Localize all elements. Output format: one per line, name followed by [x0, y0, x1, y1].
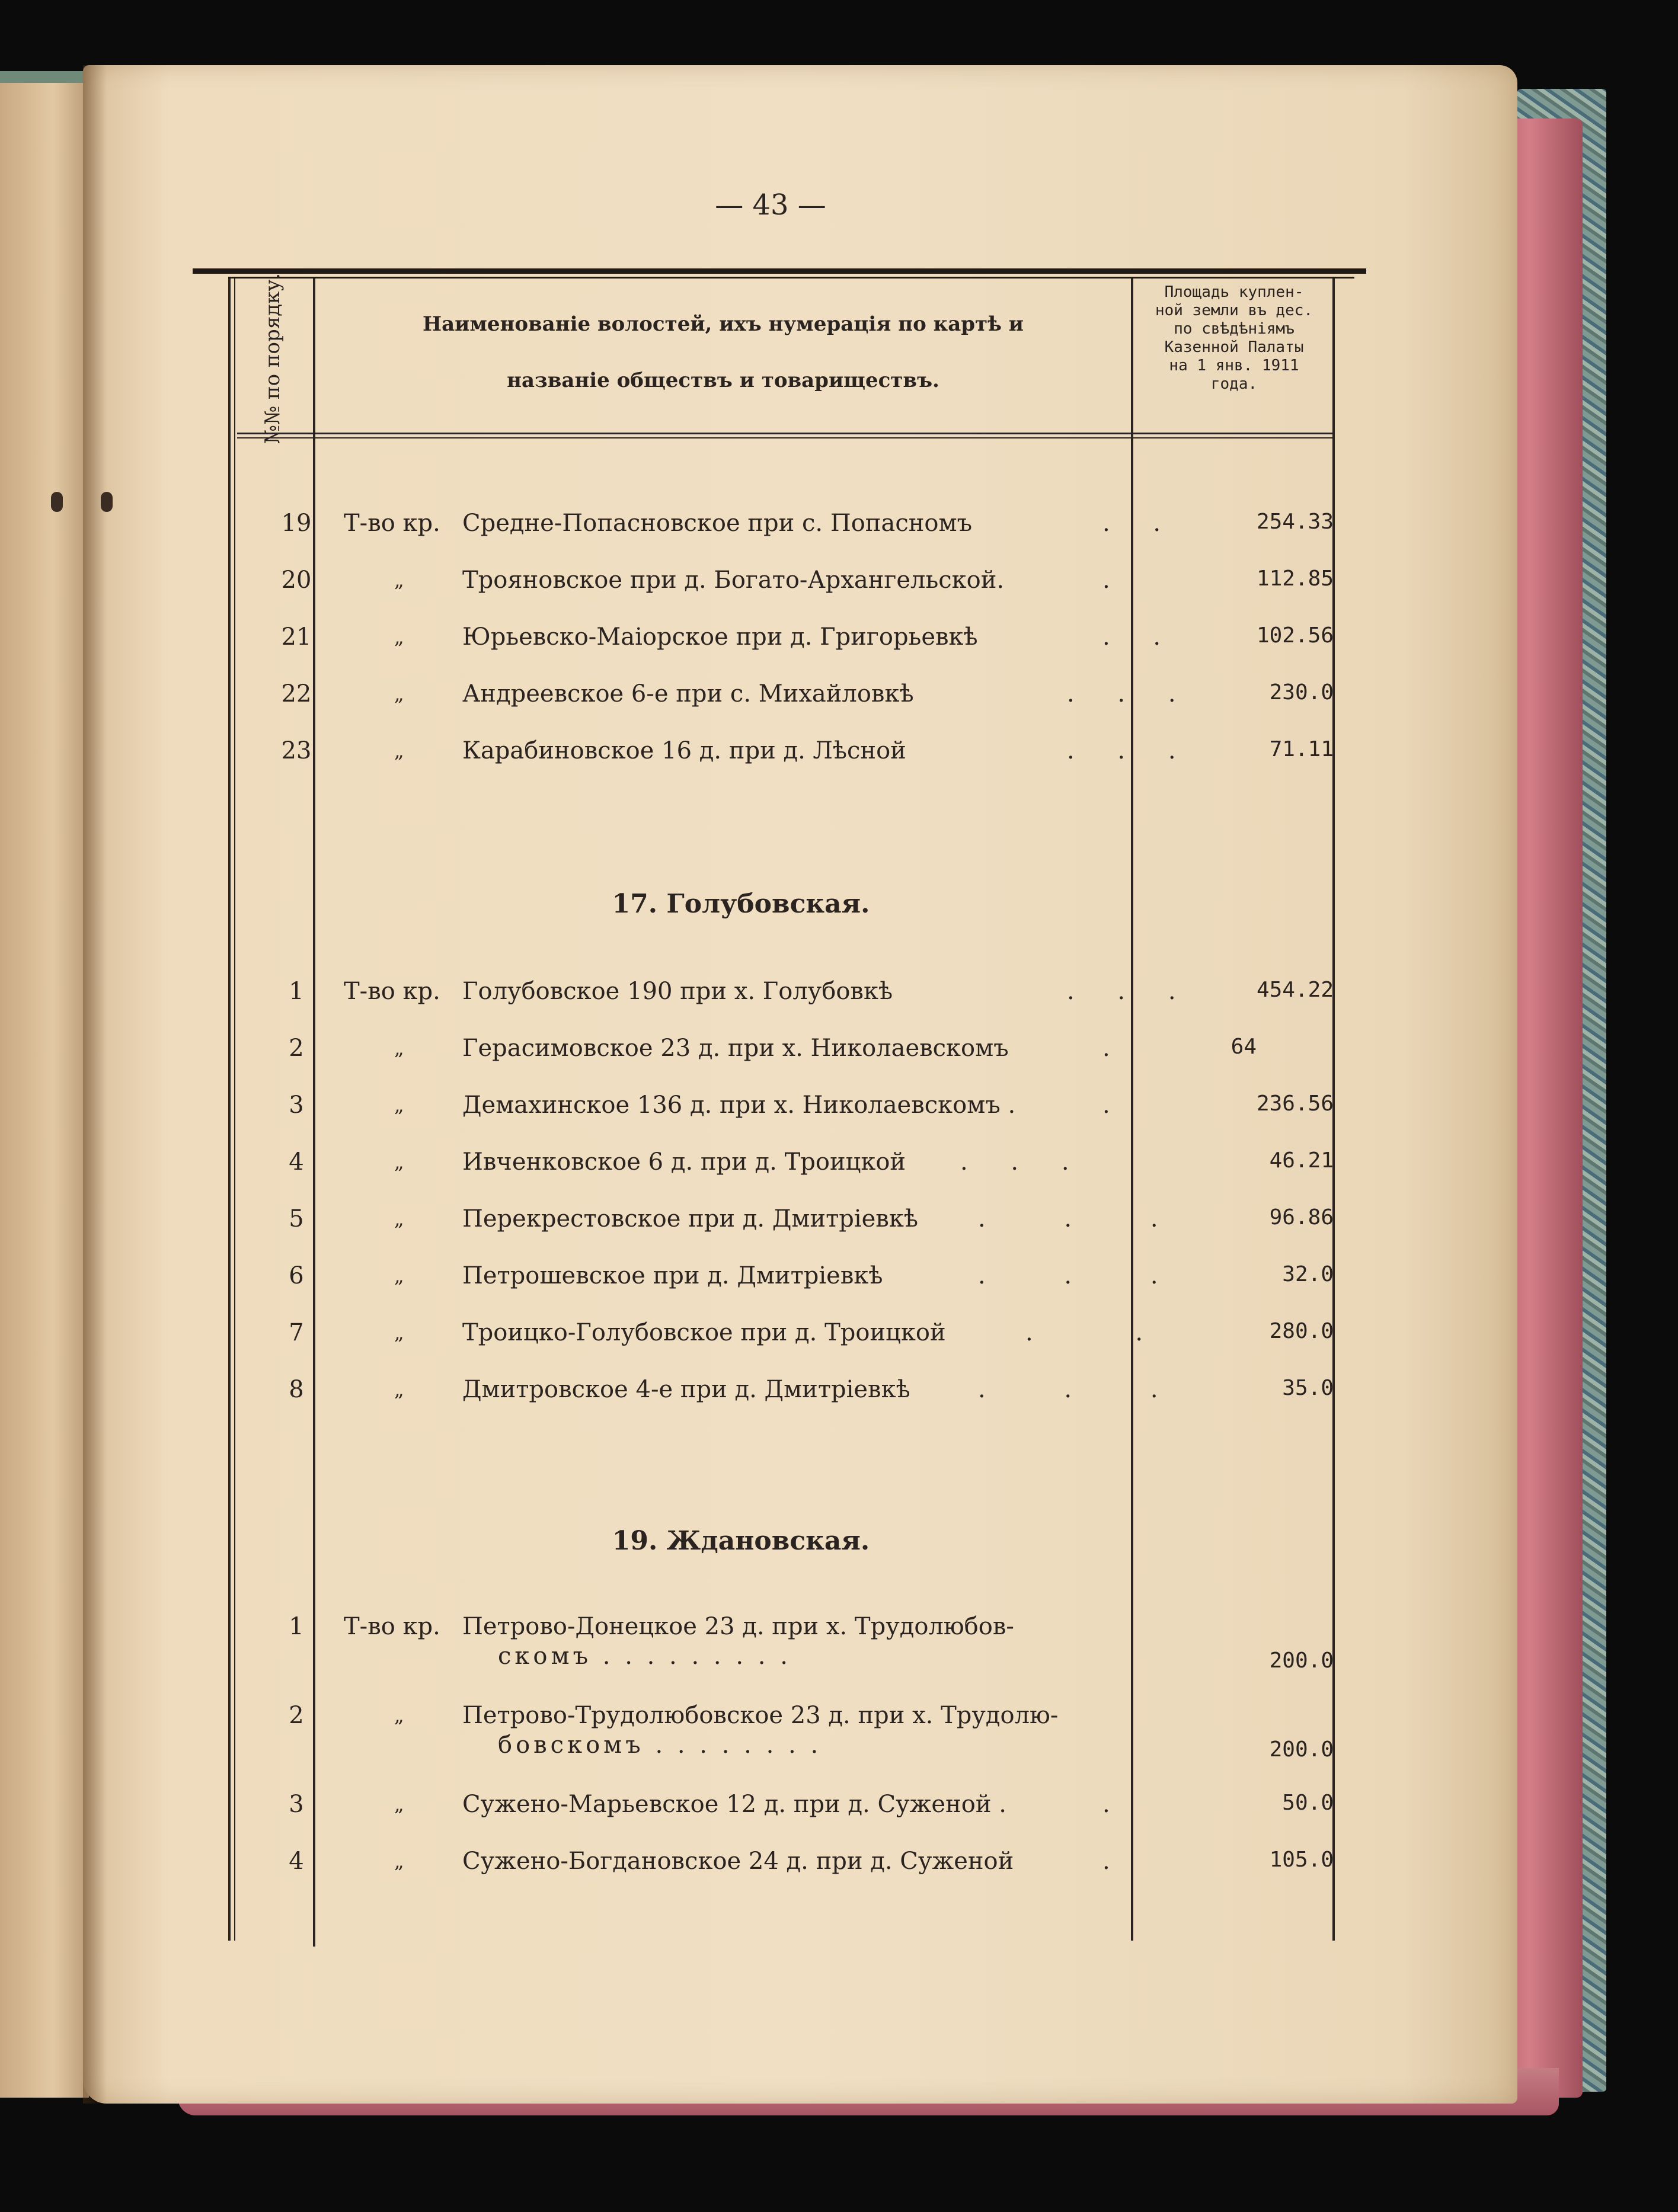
- row-value: 236.56: [1256, 1091, 1334, 1116]
- row-prefix: „: [394, 626, 404, 648]
- row-value: 50.0: [1282, 1791, 1334, 1815]
- page-number: — 43 —: [715, 188, 826, 222]
- table-top-rule: [193, 268, 1366, 274]
- table-row: [225, 1205, 1340, 1241]
- row-dots: . .: [1025, 1319, 1191, 1346]
- row-value: 102.56: [1256, 623, 1334, 648]
- row-prefix: „: [394, 1850, 404, 1872]
- row-prefix: „: [394, 683, 404, 705]
- row-dots: . .: [1102, 510, 1179, 537]
- row-number: 7: [289, 1319, 304, 1346]
- table-row: [225, 737, 1340, 773]
- table-row: [225, 1702, 1340, 1773]
- row-name: Троицко-Голубовское при д. Троицкой: [462, 1319, 946, 1346]
- row-value: 200.0: [1269, 1737, 1334, 1762]
- header-col-number-text: №№ по порядку.: [261, 273, 285, 444]
- row-value: 254.33: [1256, 510, 1334, 534]
- row-dots: . . .: [978, 1376, 1194, 1403]
- row-name: Дмитровское 4-е при д. Дмитріевкѣ: [462, 1376, 910, 1403]
- row-number: 4: [289, 1148, 304, 1176]
- row-name: Петрово-Донецкое 23 д. при х. Трудолюбов-: [462, 1613, 1014, 1640]
- table-row: [225, 510, 1340, 545]
- row-name: Ивченковское 6 д. при д. Троицкой: [462, 1148, 906, 1176]
- row-dots: . . .: [1067, 978, 1194, 1005]
- table-top-rule-thin: [228, 277, 1354, 278]
- row-dots: .: [1102, 1791, 1128, 1818]
- row-value: 64: [1230, 1035, 1257, 1059]
- table-row: [225, 566, 1340, 602]
- header-col-area-line: ной земли въ дес.: [1155, 302, 1313, 319]
- row-name-continued: скомъ . . . . . . . . .: [498, 1643, 791, 1670]
- row-number: 4: [289, 1848, 304, 1875]
- row-value: 280.0: [1269, 1319, 1334, 1343]
- row-name: Трояновское при д. Богато-Архангельской.: [462, 566, 1005, 594]
- row-prefix: „: [394, 1321, 404, 1344]
- row-prefix: „: [394, 1265, 404, 1287]
- header-col-name-line1: Наименованіе волостей, ихъ нумерація по картѣ и: [422, 312, 1024, 336]
- row-name: Юрьевско-Маіорское при д. Григорьевкѣ: [462, 623, 978, 651]
- row-value: 32.0: [1282, 1262, 1334, 1286]
- header-col-area-line: на 1 янв. 1911: [1169, 357, 1299, 374]
- row-number: 8: [289, 1376, 304, 1403]
- row-name: Демахинское 136 д. при х. Николаевскомъ .: [462, 1091, 1016, 1119]
- header-col-area-line: Площадь куплен-: [1164, 283, 1304, 301]
- header-col-area-line: года.: [1210, 375, 1258, 393]
- table-row: [225, 978, 1340, 1013]
- row-number: 2: [289, 1702, 304, 1729]
- row-dots: . . .: [978, 1262, 1194, 1289]
- row-value: 96.86: [1269, 1205, 1334, 1230]
- header-col-name-line2: названіе обществъ и товариществъ.: [507, 369, 939, 392]
- row-prefix: „: [394, 740, 404, 762]
- row-number: 1: [289, 1613, 304, 1640]
- table-row: [225, 623, 1340, 659]
- header-bottom-rule: [237, 433, 1334, 434]
- row-value: 46.21: [1269, 1148, 1334, 1173]
- row-prefix: „: [394, 569, 404, 591]
- binding-hole: [101, 492, 113, 512]
- row-value: 230.0: [1269, 680, 1334, 705]
- row-dots: . .: [1102, 623, 1179, 651]
- table-row: [225, 1848, 1340, 1883]
- row-number: 6: [289, 1262, 304, 1289]
- row-prefix: „: [394, 1793, 404, 1816]
- header-col-area-line: Казенной Палаты: [1164, 338, 1304, 356]
- left-page-edge: [0, 83, 89, 2098]
- row-prefix: „: [394, 1151, 404, 1173]
- table-row: [225, 680, 1340, 716]
- row-number: 21: [281, 623, 312, 651]
- row-number: 2: [289, 1035, 304, 1062]
- row-value: 454.22: [1256, 978, 1334, 1002]
- row-prefix: „: [394, 1094, 404, 1116]
- row-value: 35.0: [1282, 1376, 1334, 1400]
- row-name: Петрошевское при д. Дмитріевкѣ: [462, 1262, 883, 1289]
- row-value: 71.11: [1269, 737, 1334, 761]
- header-col-name: [320, 296, 1126, 409]
- row-name: Сужено-Марьевское 12 д. при д. Суженой .: [462, 1791, 1006, 1818]
- binding-hole: [51, 492, 63, 512]
- row-number: 20: [281, 566, 312, 594]
- header-col-area: [1133, 283, 1335, 393]
- row-dots: .: [1102, 1848, 1128, 1875]
- row-prefix: „: [394, 1378, 404, 1401]
- table-row: [225, 1091, 1340, 1127]
- row-dots: . . .: [978, 1205, 1194, 1233]
- row-name: Герасимовское 23 д. при х. Николаевскомъ: [462, 1035, 1009, 1062]
- spine-shadow: [83, 65, 107, 2104]
- row-number: 22: [281, 680, 312, 708]
- section-title: 17. Голубовская.: [612, 889, 870, 919]
- row-name: Сужено-Богдановское 24 д. при д. Суженой: [462, 1848, 1014, 1875]
- row-number: 19: [281, 510, 312, 537]
- row-prefix: „: [394, 1704, 404, 1727]
- header-col-area-line: по свѣдѣніямъ: [1174, 320, 1295, 338]
- row-prefix: Т-во кр.: [344, 510, 440, 537]
- header-col-number: [237, 273, 308, 444]
- row-prefix: „: [394, 1208, 404, 1230]
- table-row: [225, 1262, 1340, 1298]
- table-row: [225, 1613, 1340, 1684]
- row-number: 3: [289, 1791, 304, 1818]
- row-value: 112.85: [1256, 566, 1334, 591]
- row-number: 1: [289, 978, 304, 1005]
- row-name: Средне-Попасновское при с. Попасномъ: [462, 510, 973, 537]
- header-bottom-rule-thin: [237, 437, 1334, 438]
- row-name: Андреевское 6-е при с. Михайловкѣ: [462, 680, 914, 708]
- row-name: Карабиновское 16 д. при д. Лѣсной: [462, 737, 906, 764]
- row-dots: . . .: [1067, 737, 1194, 764]
- row-number: 3: [289, 1091, 304, 1119]
- row-prefix: Т-во кр.: [344, 1613, 440, 1640]
- row-name: Петрово-Трудолюбовское 23 д. при х. Трудолю-: [462, 1702, 1059, 1729]
- row-dots: .: [1102, 1035, 1128, 1062]
- table-row: [225, 1791, 1340, 1826]
- table-row: [225, 1148, 1340, 1184]
- row-dots: .: [1102, 566, 1128, 594]
- row-name: Перекрестовское при д. Дмитріевкѣ: [462, 1205, 918, 1233]
- row-dots: . . .: [1067, 680, 1194, 708]
- row-name: Голубовское 190 при х. Голубовкѣ: [462, 978, 893, 1005]
- table-row: [225, 1035, 1340, 1070]
- table-row: [225, 1376, 1340, 1411]
- section-title: 19. Ждановская.: [612, 1526, 870, 1556]
- table-row: [225, 1319, 1340, 1355]
- row-number: 23: [281, 737, 312, 764]
- row-value: 200.0: [1269, 1648, 1334, 1673]
- row-prefix: „: [394, 1037, 404, 1059]
- row-prefix: Т-во кр.: [344, 978, 440, 1005]
- row-dots: .: [1102, 1091, 1128, 1119]
- row-dots: . . .: [960, 1148, 1087, 1176]
- row-name-continued: бовскомъ . . . . . . . .: [498, 1731, 822, 1759]
- row-number: 5: [289, 1205, 304, 1233]
- row-value: 105.0: [1269, 1848, 1334, 1872]
